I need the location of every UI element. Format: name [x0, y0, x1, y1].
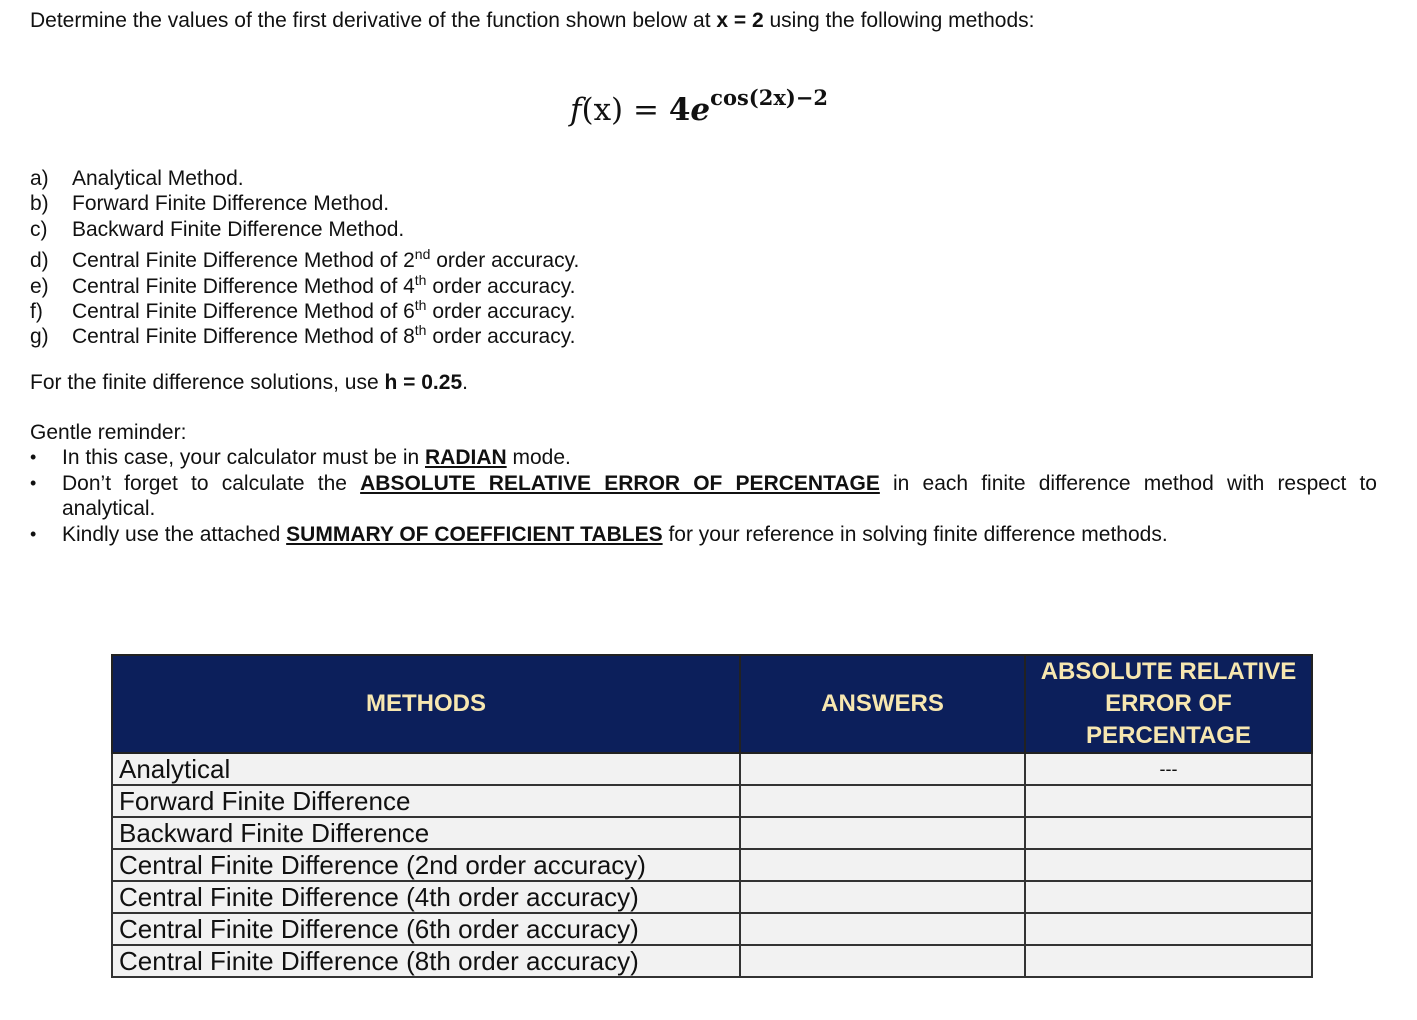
- radian-emphasis: RADIAN: [425, 446, 507, 469]
- reminder-title: Gentle reminder:: [30, 421, 187, 444]
- list-label: c): [30, 218, 48, 241]
- table-row: [112, 849, 1312, 881]
- list-text: Forward Finite Difference Method.: [72, 192, 390, 215]
- error-cell[interactable]: [1025, 945, 1312, 977]
- formula-exponent: cos(2x)−2: [710, 85, 828, 110]
- answer-cell[interactable]: [740, 913, 1025, 945]
- bullet-text: In this case, your calculator must be in: [62, 446, 425, 469]
- answer-cell[interactable]: [740, 849, 1025, 881]
- list-item-a: [30, 166, 244, 191]
- table-row: [112, 945, 1312, 977]
- answer-cell[interactable]: [740, 785, 1025, 817]
- list-label: f): [30, 300, 43, 323]
- method-cell: Central Finite Difference (2nd order accuracy): [112, 849, 740, 881]
- bullet-text: Kindly use the attached: [62, 523, 287, 546]
- bullet-dot: •: [30, 524, 37, 544]
- error-emphasis: ABSOLUTE RELATIVE ERROR OF PERCENTAGE: [360, 472, 880, 495]
- list-text-pre: Central Finite Difference Method of 6: [72, 300, 415, 323]
- method-cell: Central Finite Difference (6th order accuracy): [112, 913, 740, 945]
- error-cell[interactable]: [1025, 913, 1312, 945]
- intro-after: using the following methods:: [763, 9, 1035, 32]
- table-row: [112, 753, 1312, 785]
- bullet-text: mode.: [506, 446, 571, 469]
- method-cell: Backward Finite Difference: [112, 817, 740, 849]
- bullet-dot: •: [30, 473, 37, 493]
- list-text-post: order accuracy.: [426, 325, 576, 348]
- results-table: [111, 654, 1313, 978]
- list-item-g: [30, 318, 575, 349]
- bullet-dot: •: [30, 447, 37, 467]
- error-cell[interactable]: [1025, 849, 1312, 881]
- header-methods: METHODS: [112, 655, 740, 753]
- list-text-post: order accuracy.: [426, 300, 576, 323]
- error-cell: ---: [1025, 753, 1312, 785]
- formula-coefficient: 4: [668, 92, 691, 128]
- list-label: d): [30, 249, 49, 272]
- list-text: Analytical Method.: [72, 167, 244, 190]
- answer-cell[interactable]: [740, 881, 1025, 913]
- list-text: Backward Finite Difference Method.: [72, 218, 405, 241]
- list-text-post: order accuracy.: [430, 249, 580, 272]
- list-label: a): [30, 167, 49, 190]
- method-cell: Analytical: [112, 753, 740, 785]
- header-error: [1025, 655, 1312, 753]
- error-cell[interactable]: [1025, 785, 1312, 817]
- header-error-line2: ERROR OF: [1105, 690, 1232, 717]
- error-cell[interactable]: [1025, 817, 1312, 849]
- formula-f: f: [570, 92, 582, 128]
- table-row: [112, 785, 1312, 817]
- step-before: For the finite difference solutions, use: [30, 371, 385, 394]
- bullet-text: Don’t forget to calculate the: [62, 472, 361, 495]
- table-header-row: [112, 655, 1312, 753]
- error-cell[interactable]: [1025, 881, 1312, 913]
- reminder-bullet-radian: [62, 445, 571, 470]
- list-text-sup: nd: [414, 246, 431, 262]
- method-cell: Central Finite Difference (8th order accuracy): [112, 945, 740, 977]
- header-error-line1: ABSOLUTE RELATIVE: [1040, 658, 1297, 685]
- problem-statement: [30, 8, 1035, 33]
- formula-arg: (x): [581, 92, 624, 128]
- reminder-bullet-tables: [62, 522, 1168, 547]
- bullet-text: in each finite difference method with respect to: [879, 472, 1377, 495]
- table-row: [112, 881, 1312, 913]
- list-text-pre: Central Finite Difference Method of 8: [72, 325, 415, 348]
- list-item-b: [30, 191, 389, 216]
- header-error-line3: PERCENTAGE: [1086, 722, 1251, 749]
- formula-base: e: [690, 92, 711, 128]
- list-text-sup: th: [414, 322, 427, 338]
- answer-cell[interactable]: [740, 945, 1025, 977]
- function-formula: [570, 78, 828, 130]
- reminder-bullet-error-cont: analytical.: [62, 497, 156, 520]
- list-text-sup: th: [414, 272, 427, 288]
- formula-equals: =: [623, 92, 669, 128]
- step-value: h = 0.25: [384, 371, 463, 394]
- answer-cell[interactable]: [740, 817, 1025, 849]
- step-size-note: [30, 370, 468, 395]
- bullet-text: for your reference in solving finite difference methods.: [662, 523, 1168, 546]
- header-answers: ANSWERS: [740, 655, 1025, 753]
- list-label: g): [30, 325, 49, 348]
- table-row: [112, 817, 1312, 849]
- step-after: .: [462, 371, 468, 394]
- list-item-c: [30, 217, 404, 242]
- method-cell: Central Finite Difference (4th order accuracy): [112, 881, 740, 913]
- list-label: e): [30, 275, 49, 298]
- list-text-sup: th: [414, 297, 427, 313]
- reminder-bullet-error: [62, 471, 1377, 496]
- evaluation-point: x = 2: [716, 9, 764, 32]
- list-text-pre: Central Finite Difference Method of 4: [72, 275, 415, 298]
- list-text-post: order accuracy.: [426, 275, 576, 298]
- method-cell: Forward Finite Difference: [112, 785, 740, 817]
- tables-emphasis: SUMMARY OF COEFFICIENT TABLES: [286, 523, 663, 546]
- list-label: b): [30, 192, 49, 215]
- list-text-pre: Central Finite Difference Method of 2: [72, 249, 415, 272]
- table-row: [112, 913, 1312, 945]
- answer-cell[interactable]: [740, 753, 1025, 785]
- intro-before: Determine the values of the first derivative of the function shown below at: [30, 9, 717, 32]
